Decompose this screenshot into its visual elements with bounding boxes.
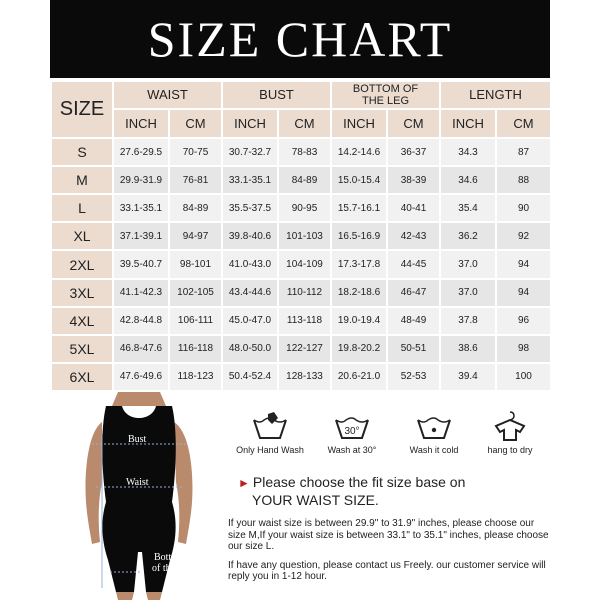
table-cell: 52-53 [387, 363, 440, 391]
care-label: Only Hand Wash [236, 445, 304, 455]
table-cell: 101-103 [278, 222, 331, 250]
table-cell: 94 [496, 250, 551, 278]
unit-header: INCH [331, 109, 387, 138]
table-cell: 33.1-35.1 [222, 166, 278, 194]
care-instructions [230, 410, 550, 480]
table-cell: 20.6-21.0 [331, 363, 387, 391]
table-cell: 34.6 [440, 166, 496, 194]
table-cell: 100 [496, 363, 551, 391]
size-cell: S [51, 138, 113, 166]
table-cell: 30.7-32.7 [222, 138, 278, 166]
unit-header: CM [387, 109, 440, 138]
care-label: Wash at 30° [327, 445, 377, 455]
table-cell: 45.0-47.0 [222, 307, 278, 335]
table-cell: 122-127 [278, 335, 331, 363]
table-row [51, 363, 551, 391]
care-item-wash-30 [312, 410, 392, 455]
length-header: LENGTH [440, 81, 551, 109]
care-label: hang to dry [487, 445, 533, 455]
table-cell: 47.6-49.6 [113, 363, 169, 391]
table-cell: 42.8-44.8 [113, 307, 169, 335]
hang-dry-icon [492, 410, 528, 442]
table-cell: 18.2-18.6 [331, 279, 387, 307]
table-cell: 37.0 [440, 279, 496, 307]
waist-label: Waist [126, 477, 149, 488]
table-cell: 36-37 [387, 138, 440, 166]
table-cell: 27.6-29.5 [113, 138, 169, 166]
bust-label: Bust [128, 434, 147, 445]
size-cell: L [51, 194, 113, 222]
table-cell: 41.1-42.3 [113, 279, 169, 307]
table-cell: 87 [496, 138, 551, 166]
table-cell: 38-39 [387, 166, 440, 194]
table-cell: 36.2 [440, 222, 496, 250]
table-cell: 19.0-19.4 [331, 307, 387, 335]
table-cell: 78-83 [278, 138, 331, 166]
table-cell: 94-97 [169, 222, 222, 250]
table-cell: 104-109 [278, 250, 331, 278]
table-cell: 35.5-37.5 [222, 194, 278, 222]
size-chart-table [50, 80, 552, 392]
bottom-of-leg-header [331, 81, 440, 109]
wash-cold-icon [416, 410, 452, 442]
size-cell: M [51, 166, 113, 194]
table-cell: 96 [496, 307, 551, 335]
table-cell: 90 [496, 194, 551, 222]
table-cell: 106-111 [169, 307, 222, 335]
size-cell: 5XL [51, 335, 113, 363]
table-cell: 33.1-35.1 [113, 194, 169, 222]
table-cell: 39.8-40.6 [222, 222, 278, 250]
table-row [51, 138, 551, 166]
table-cell: 41.0-43.0 [222, 250, 278, 278]
note-body [228, 518, 550, 590]
table-cell: 29.9-31.9 [113, 166, 169, 194]
table-cell: 76-81 [169, 166, 222, 194]
size-cell: 3XL [51, 279, 113, 307]
bottom-label-2: of the leg [152, 563, 190, 574]
table-cell: 42-43 [387, 222, 440, 250]
size-cell: XL [51, 222, 113, 250]
table-cell: 40-41 [387, 194, 440, 222]
contact-text: If have any question, please contact us Freely. our customer service will reply you in 1-12 hour. [228, 559, 546, 582]
table-cell: 37.1-39.1 [113, 222, 169, 250]
table-cell: 39.4 [440, 363, 496, 391]
table-row [51, 222, 551, 250]
table-cell: 94 [496, 279, 551, 307]
table-cell: 92 [496, 222, 551, 250]
table-row [51, 335, 551, 363]
unit-header: INCH [113, 109, 169, 138]
table-cell: 50.4-52.4 [222, 363, 278, 391]
care-item-hang-dry [470, 410, 550, 455]
table-row [51, 307, 551, 335]
table-cell: 113-118 [278, 307, 331, 335]
bottom-of-leg-label: BOTTOM OF THE LEG [352, 83, 419, 108]
unit-header: CM [496, 109, 551, 138]
table-cell: 90-95 [278, 194, 331, 222]
table-cell: 98 [496, 335, 551, 363]
size-advice-text: If your waist size is between 29.9" to 31.9" inches, please choose our size M,If your waist size is between 33.1" to 35.1" inches, please choose our size L. [228, 518, 549, 552]
size-column-header: SIZE [51, 81, 113, 138]
unit-header: INCH [440, 109, 496, 138]
size-cell: 2XL [51, 250, 113, 278]
unit-header: INCH [222, 109, 278, 138]
table-cell: 35.4 [440, 194, 496, 222]
table-cell: 48-49 [387, 307, 440, 335]
table-cell: 102-105 [169, 279, 222, 307]
care-item-wash-cold [394, 410, 474, 455]
table-cell: 84-89 [278, 166, 331, 194]
table-cell: 70-75 [169, 138, 222, 166]
wash-30-icon [334, 410, 370, 442]
unit-header: CM [278, 109, 331, 138]
table-cell: 39.5-40.7 [113, 250, 169, 278]
fit-note [238, 474, 550, 509]
bust-header: BUST [222, 81, 331, 109]
table-cell: 37.0 [440, 250, 496, 278]
table-cell: 14.2-14.6 [331, 138, 387, 166]
table-cell: 43.4-44.6 [222, 279, 278, 307]
table-cell: 46-47 [387, 279, 440, 307]
table-cell: 98-101 [169, 250, 222, 278]
table-cell: 128-133 [278, 363, 331, 391]
size-cell: 4XL [51, 307, 113, 335]
table-row [51, 194, 551, 222]
table-cell: 110-112 [278, 279, 331, 307]
lower-section [50, 392, 550, 600]
table-cell: 50-51 [387, 335, 440, 363]
fit-note-line2: YOUR WAIST SIZE. [252, 492, 379, 508]
table-row [51, 166, 551, 194]
fit-note-line1: Please choose the fit size base on [252, 474, 466, 490]
table-cell: 48.0-50.0 [222, 335, 278, 363]
table-cell: 84-89 [169, 194, 222, 222]
table-cell: 16.5-16.9 [331, 222, 387, 250]
table-cell: 44-45 [387, 250, 440, 278]
care-item-hand-wash [230, 410, 310, 455]
table-cell: 46.8-47.6 [113, 335, 169, 363]
table-cell: 15.7-16.1 [331, 194, 387, 222]
table-cell: 17.3-17.8 [331, 250, 387, 278]
table-cell: 34.3 [440, 138, 496, 166]
page-title: SIZE CHART [147, 11, 453, 67]
model-figure [62, 392, 250, 600]
wash-temp-text: 30° [344, 426, 360, 437]
size-cell: 6XL [51, 363, 113, 391]
unit-header: CM [169, 109, 222, 138]
bottom-label: Bottom [154, 552, 185, 563]
table-cell: 38.6 [440, 335, 496, 363]
table-cell: 19.8-20.2 [331, 335, 387, 363]
table-cell: 37.8 [440, 307, 496, 335]
table-cell: 15.0-15.4 [331, 166, 387, 194]
table-row [51, 279, 551, 307]
header-banner [50, 0, 550, 78]
table-row [51, 250, 551, 278]
table-cell: 118-123 [169, 363, 222, 391]
arrow-icon: ► [238, 476, 250, 490]
care-label: Wash it cold [409, 445, 459, 455]
waist-header: WAIST [113, 81, 222, 109]
table-cell: 88 [496, 166, 551, 194]
table-cell: 116-118 [169, 335, 222, 363]
hand-wash-icon [252, 410, 288, 442]
